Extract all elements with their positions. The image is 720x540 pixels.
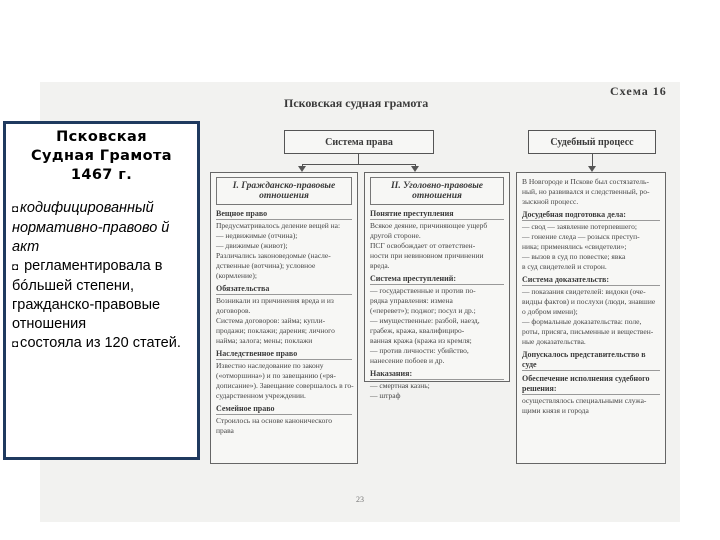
section: [522, 350, 660, 371]
civil-law-heading: I. Гражданско-правовые отношения: [216, 177, 352, 205]
criminal-law-heading: II. Уголовно-правовые отношения: [370, 177, 504, 205]
section-heading: Семейное право: [216, 404, 352, 415]
court-process-box: [528, 130, 656, 154]
section-line: — гонение следа — розыск преступ-: [522, 232, 640, 241]
section-line: ный, но развивался и следственный, ро-: [522, 187, 650, 196]
section: [522, 210, 660, 272]
law-system-box: [284, 130, 434, 154]
court-process-label: Судебный процесс: [550, 136, 634, 148]
section: [216, 284, 352, 346]
connector-line: [592, 154, 593, 166]
section-line: — движимые (живот);: [216, 241, 288, 250]
panel-title: [12, 128, 191, 185]
section-line: нанесение побоев и др.: [370, 356, 445, 365]
section-line: грабеж, кража, квалифициро-: [370, 326, 465, 335]
bullet-marker-icon: ◘: [12, 204, 19, 215]
bullet-item: [12, 257, 191, 334]
section-line: другой стороне.: [370, 231, 421, 240]
criminal-law-column: [364, 172, 510, 400]
section-heading: Обязательства: [216, 284, 352, 295]
section: [370, 209, 504, 271]
section-line: В Новгороде и Пскове был состязатель-: [522, 177, 649, 186]
section-line: — свод — заявление потерпевшего;: [522, 222, 638, 231]
scheme-title: Псковская судная грамота: [284, 96, 429, 110]
section-line: — показания свидетелей: видоки (оче-: [522, 287, 646, 296]
bullet-text: состояла из 120 статей.: [20, 335, 181, 351]
section-line: — смертная казнь;: [370, 381, 430, 390]
section-line: договоров.: [216, 306, 251, 315]
section-line: роты, присяга, письменные и веществен-: [522, 327, 654, 336]
section-line: ника; применялись «свидетели»;: [522, 242, 627, 251]
section-line: — вызов в суд по повестке; явка: [522, 252, 626, 261]
section-line: Предусматривалось деление вещей на:: [216, 221, 341, 230]
section-line: ные доказательства.: [522, 337, 586, 346]
section-line: — формальные доказательства: поле,: [522, 317, 642, 326]
section-line: — недвижимые (отчина);: [216, 231, 298, 240]
scheme-number: Схема 16: [610, 84, 667, 98]
law-system-label: Система права: [325, 136, 393, 148]
section-line: Всякое деяние, причиняющее ущерб: [370, 221, 488, 230]
section-line: осуществлялось специальными служа-: [522, 396, 647, 405]
court-process-column: [516, 172, 666, 464]
section-line: («перевет»); поджог; посул и др.;: [370, 306, 476, 315]
section-line: продажи; поклажи; дарения; личного: [216, 326, 335, 335]
section-heading: Система преступлений:: [370, 274, 504, 285]
section: [522, 177, 660, 207]
section-line: зыскной процесс.: [522, 197, 579, 206]
page-number: 23: [356, 495, 364, 504]
section-line: щими князя и города: [522, 406, 589, 415]
section-line: — имущественные: разбой, наезд,: [370, 316, 480, 325]
bullet-text: кодифицированный нормативно-правово й акт: [12, 200, 170, 255]
section-line: в суд свидетелей и сторон.: [522, 262, 607, 271]
section: [216, 349, 352, 401]
section-heading: Наследственное право: [216, 349, 352, 360]
section-line: дописание»). Завещание совершалось в го-: [216, 381, 354, 390]
bullet-item: [12, 334, 191, 354]
section-line: Строилось на основе канонического: [216, 416, 332, 425]
connector-line: [358, 154, 359, 164]
section-heading: Обеспечение исполнения судебного решения:: [522, 374, 660, 395]
section-heading: Понятие преступления: [370, 209, 504, 220]
bullet-list: [12, 199, 191, 354]
panel-title-line: Судная Грамота: [31, 148, 172, 164]
bullet-marker-icon: ◘: [12, 262, 19, 273]
section-line: ности при невиновном причинении: [370, 251, 484, 260]
section-line: видцы фактов) и послухи (люди, знавшие: [522, 297, 656, 306]
section-line: о добром имени);: [522, 307, 578, 316]
bullet-text: регламентировала в бóльшей степени, гражданско-правовые отношения: [12, 258, 163, 332]
section: [370, 274, 504, 366]
section-line: ванная кража (кража из кремля;: [370, 336, 472, 345]
section-line: рядка управления: измена: [370, 296, 453, 305]
section: [216, 209, 352, 281]
section-line: ПСГ освобождает от ответствен-: [370, 241, 476, 250]
section-line: вреда.: [370, 261, 390, 270]
section-heading: Допускалось представительство в суде: [522, 350, 660, 371]
section-line: — государственные и против по-: [370, 286, 476, 295]
section-heading: Система доказательств:: [522, 275, 660, 286]
section-line: Различались законоведомые (насле-: [216, 251, 331, 260]
section-heading: Досудебная подготовка дела:: [522, 210, 660, 221]
section-line: (кормление);: [216, 271, 257, 280]
panel-title-line: 1467 г.: [70, 167, 133, 183]
section-heading: Наказания:: [370, 369, 504, 380]
bullet-marker-icon: ◘: [12, 339, 19, 350]
bullet-item: [12, 199, 191, 257]
section-heading: Вещное право: [216, 209, 352, 220]
section-line: Возникали из причинения вреда и из: [216, 296, 334, 305]
section: [216, 404, 352, 436]
civil-law-column: [210, 172, 358, 464]
section: [522, 275, 660, 347]
summary-panel: [3, 121, 200, 460]
panel-title-line: Псковская: [56, 129, 147, 145]
section-line: («отморшина») и по завещанию («ря-: [216, 371, 336, 380]
section-line: дственные (вотчина); условное: [216, 261, 316, 270]
section-line: сударственном учреждении.: [216, 391, 306, 400]
connector-line: [302, 164, 416, 165]
section-line: — штраф: [370, 391, 401, 400]
section-line: Система договоров: займа; купли-: [216, 316, 326, 325]
section: [522, 374, 660, 416]
section-line: найма; залога; мены; поклажи: [216, 336, 313, 345]
section-line: права: [216, 426, 234, 435]
section: [370, 369, 504, 401]
section-line: Известно наследование по закону: [216, 361, 324, 370]
section-line: — против личности: убийство,: [370, 346, 469, 355]
